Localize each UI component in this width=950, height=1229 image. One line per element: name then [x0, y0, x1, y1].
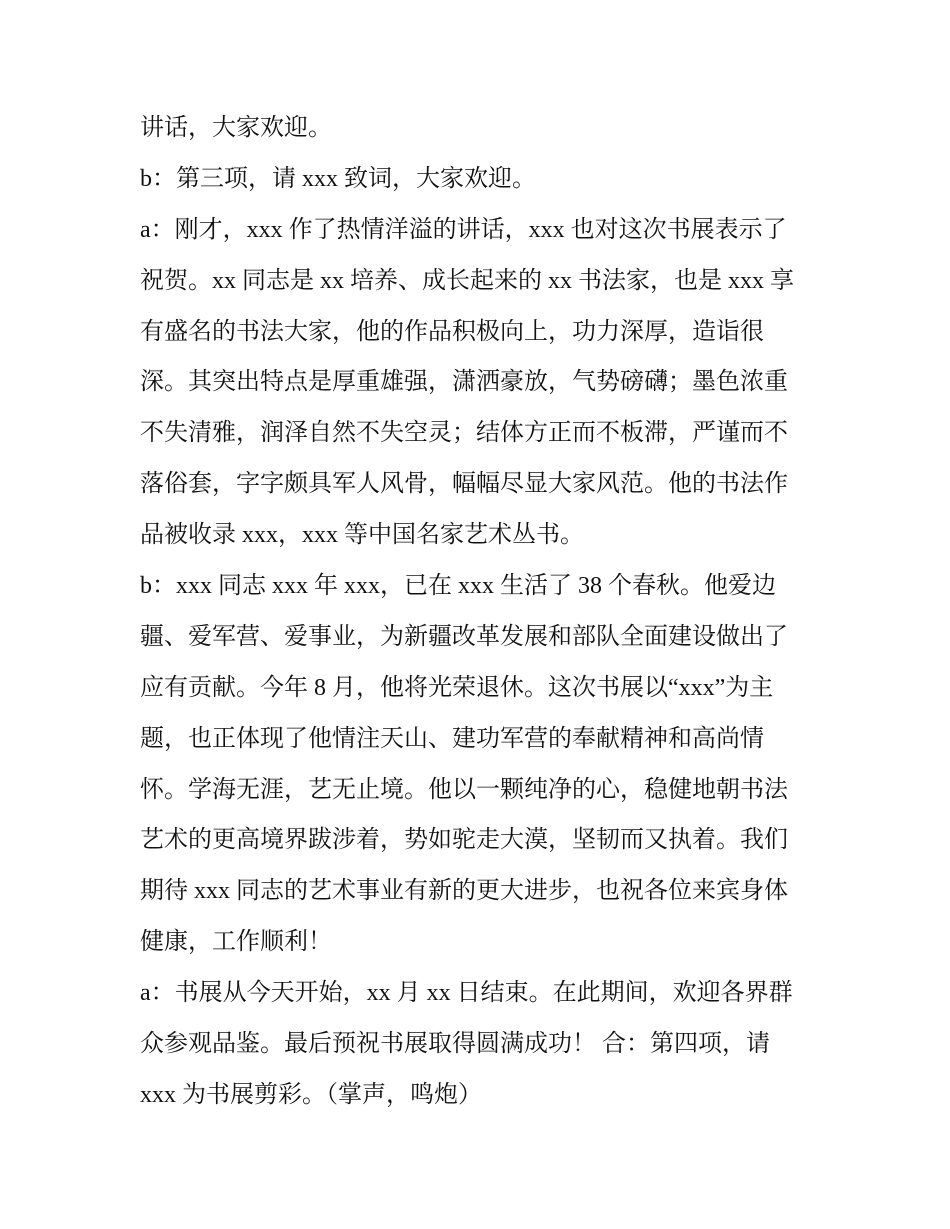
text-line: 众参观品鉴。最后预祝书展取得圆满成功！ 合：第四项，请: [140, 1031, 770, 1058]
text-line: 有盛名的书法大家，他的作品积极向上，功力深厚，造诣很: [140, 318, 764, 345]
text-line: 应有贡献。今年 8 月，他将光荣退休。这次书展以“xxx”为主: [140, 674, 774, 701]
text-line: 不失清雅，润泽自然不失空灵；结体方正而不板滞，严谨而不: [140, 420, 788, 447]
text-line: 深。其突出特点是厚重雄强，潇洒豪放，气势磅礴；墨色浓重: [140, 369, 788, 396]
text-line: 讲话，大家欢迎。: [140, 115, 332, 141]
text-line: b：xxx 同志 xxx 年 xxx，已在 xxx 生活了 38 个春秋。他爱边: [140, 573, 776, 600]
text-line: a：书展从今天开始，xx 月 xx 日结束。在此期间，欢迎各界群: [140, 980, 793, 1007]
text-line: xxx 为书展剪彩。（掌声，鸣炮）: [140, 1081, 482, 1108]
document-page: [140, 103, 820, 1121]
text-line: 怀。学海无涯，艺无止境。他以一颗纯净的心，稳健地朝书法: [140, 776, 788, 803]
text-line: 疆、爱军营、爱事业，为新疆改革发展和部队全面建设做出了: [140, 623, 788, 650]
text-line: 题，也正体现了他情注天山、建功军营的奉献精神和高尚情: [140, 725, 764, 752]
text-line: 期待 xxx 同志的艺术事业有新的更大进步，也祝各位来宾身体: [140, 878, 788, 905]
text-line: b：第三项，请 xxx 致词，大家欢迎。: [140, 165, 536, 192]
text-line: 健康，工作顺利！: [140, 929, 332, 956]
text-line: 祝贺。xx 同志是 xx 培养、成长起来的 xx 书法家，也是 xxx 享: [140, 267, 794, 294]
text-line: 落俗套，字字颇具军人风骨，幅幅尽显大家风范。他的书法作: [140, 471, 788, 498]
text-line: 艺术的更高境界跋涉着，势如驼走大漠，坚韧而又执着。我们: [140, 827, 788, 854]
text-line: a：刚才，xxx 作了热情洋溢的讲话，xxx 也对这次书展表示了: [140, 216, 787, 243]
text-line: 品被收录 xxx，xxx 等中国名家艺术丛书。: [140, 522, 584, 549]
